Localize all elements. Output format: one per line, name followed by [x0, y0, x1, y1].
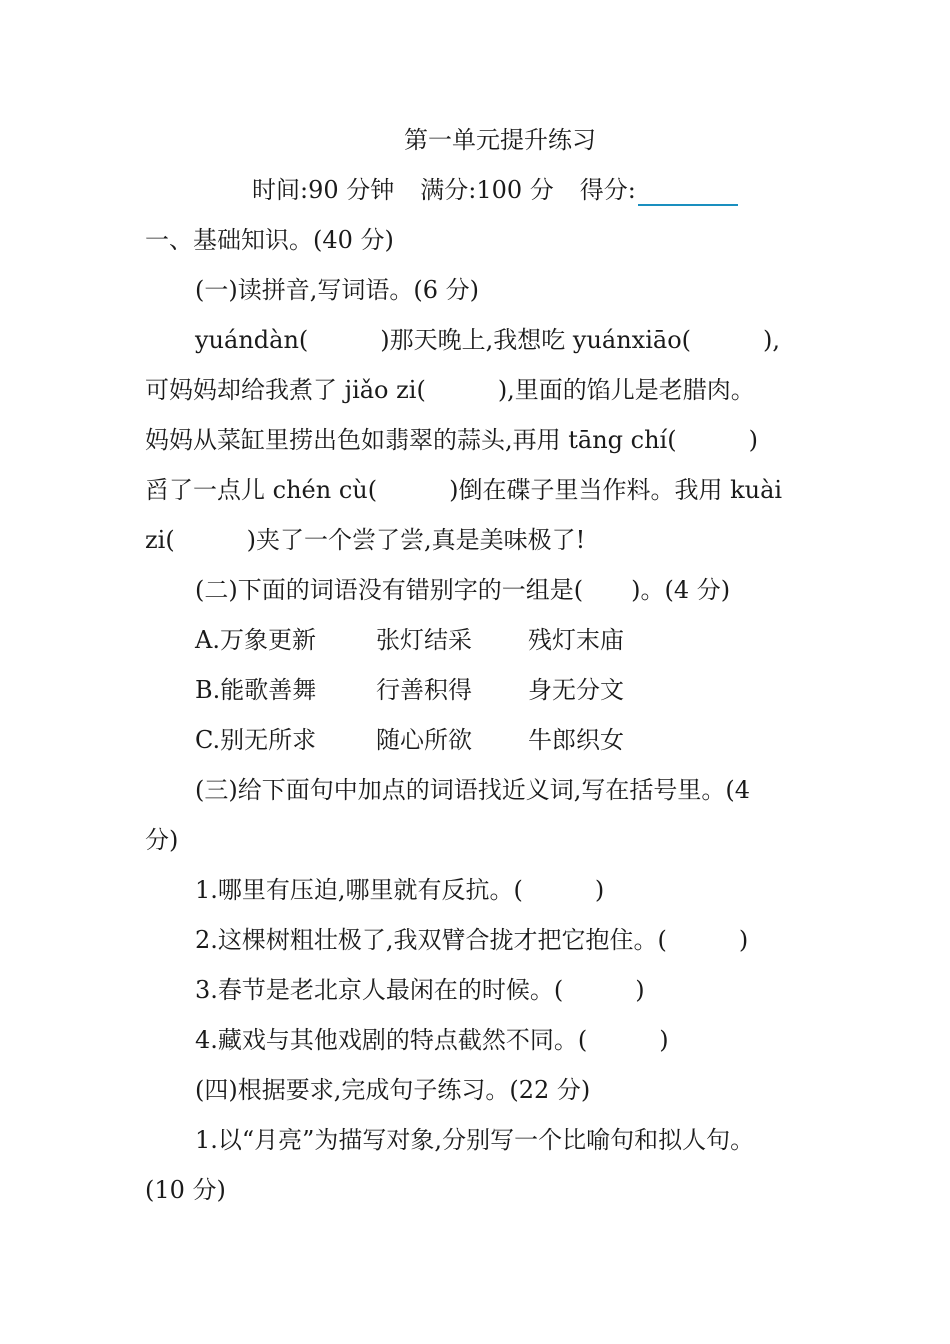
- part3-heading: (三)给下面句中加点的词语找近义词,写在括号里。(4: [195, 776, 750, 804]
- section-heading: 一、基础知识。(40 分): [145, 226, 394, 254]
- part2-option-c-word2: 随心所欲: [376, 726, 472, 754]
- part1-line: yuándàn( )那天晚上,我想吃 yuánxiāo( ),: [195, 326, 780, 354]
- exam-time: 时间:90 分钟: [252, 176, 395, 204]
- exam-full-score: 满分:100 分: [420, 176, 554, 204]
- part2-option-b-word2: 行善积得: [376, 676, 472, 704]
- part2-option-b-word3: 身无分文: [528, 676, 624, 704]
- part3-heading-cont: 分): [145, 826, 179, 854]
- part1-heading: (一)读拼音,写词语。(6 分): [195, 276, 479, 304]
- part1-line: 可妈妈却给我煮了 jiǎo zi( ),里面的馅儿是老腊肉。: [145, 376, 755, 404]
- part3-item: 4.藏戏与其他戏剧的特点截然不同。( ): [195, 1026, 669, 1054]
- part4-item: 1.以“月亮”为描写对象,分别写一个比喻句和拟人句。: [195, 1126, 755, 1154]
- part3-item: 1.哪里有压迫,哪里就有反抗。( ): [195, 876, 605, 904]
- part2-option-a-word3: 残灯末庙: [528, 626, 624, 654]
- exam-meta: [252, 174, 738, 206]
- exam-score-label: 得分:: [579, 176, 636, 204]
- part4-heading: (四)根据要求,完成句子练习。(22 分): [195, 1076, 591, 1104]
- part2-option-a: [195, 624, 316, 656]
- part3-item: 3.春节是老北京人最闲在的时候。( ): [195, 976, 645, 1004]
- page-title: 第一单元提升练习: [404, 126, 596, 154]
- part2-option-b: B.能歌善舞: [195, 676, 317, 704]
- part2-option-c: C.别无所求: [195, 726, 317, 754]
- part3-item: 2.这棵树粗壮极了,我双臂合拢才把它抱住。( ): [195, 926, 749, 954]
- option-word: A.万象更新: [195, 626, 316, 654]
- part1-line: 舀了一点儿 chén cù( )倒在碟子里当作料。我用 kuài: [145, 476, 783, 504]
- part2-option-c-word3: 牛郎织女: [528, 726, 624, 754]
- score-blank[interactable]: [638, 180, 738, 206]
- part1-line: zi( )夹了一个尝了尝,真是美味极了!: [145, 526, 586, 554]
- part2-option-a-word2: 张灯结采: [376, 626, 472, 654]
- part4-item-cont: (10 分): [145, 1176, 226, 1204]
- part2-heading: (二)下面的词语没有错别字的一组是( )。(4 分): [195, 576, 731, 604]
- part1-line: 妈妈从菜缸里捞出色如翡翠的蒜头,再用 tāng chí( ): [145, 426, 758, 454]
